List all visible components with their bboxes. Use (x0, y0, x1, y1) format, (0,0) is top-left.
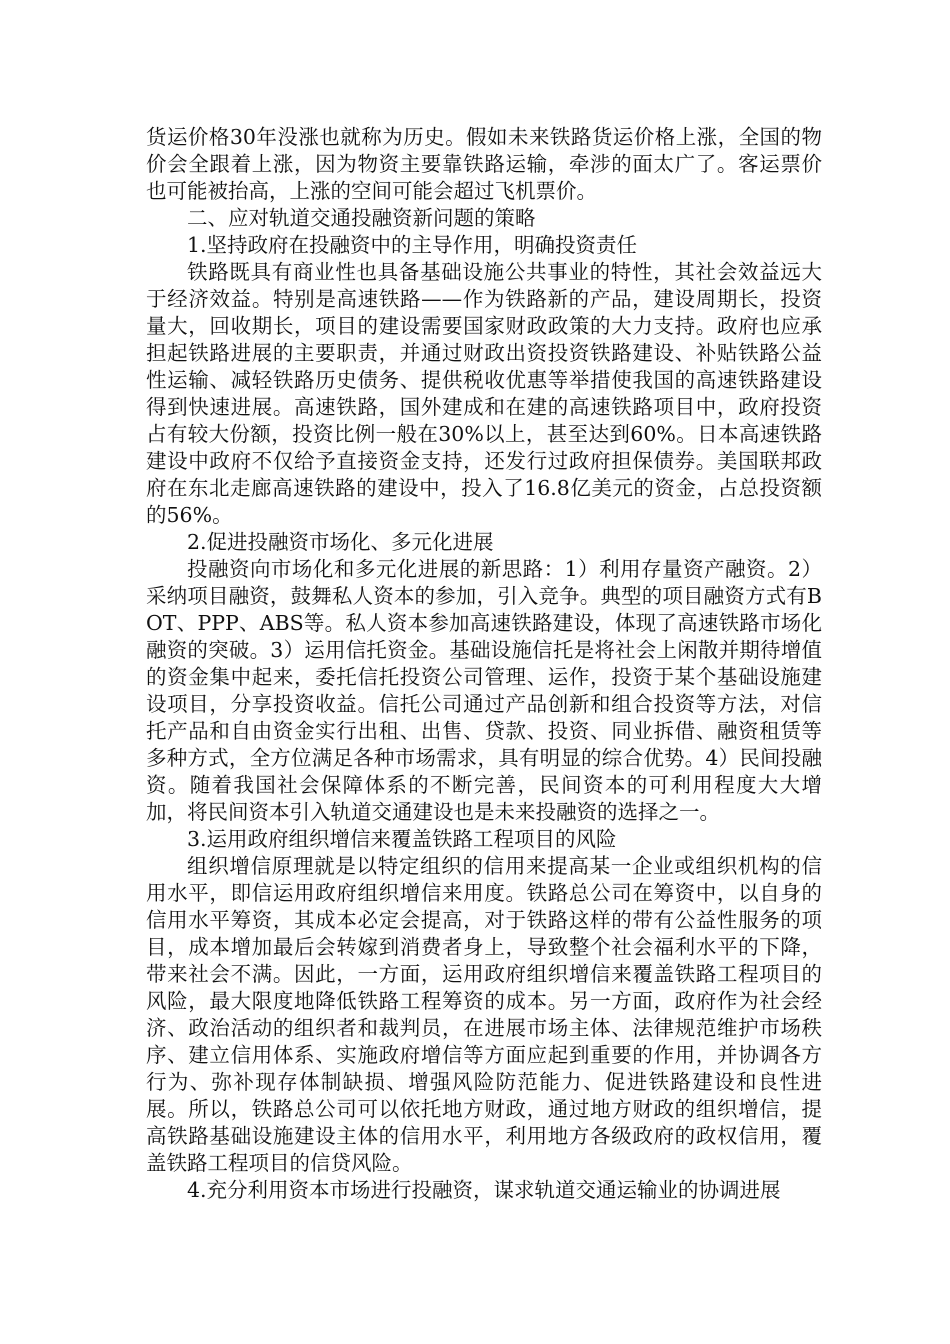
document-body (146, 124, 822, 1204)
subheading-credit-enhancement: 3.运用政府组织增信来覆盖铁路工程项目的风险 (187, 827, 617, 851)
section-heading-strategies: 二、应对轨道交通投融资新问题的策略 (187, 206, 536, 230)
subheading-market-diversification: 2.促进投融资市场化、多元化进展 (187, 530, 494, 554)
paragraph-market-diversification: 投融资向市场化和多元化进展的新思路：1）利用存量资产融资。2）采纳项目融资，鼓舞私人资本的参加，引入竞争。典型的项目融资方式有BOT、PPP、ABS等。私人资本参加高速铁路建设，体现了高速铁路市场化融资的突破。3）运用信托资金。基础设施信托是将社会上闲散并期待增值的资金集中起来，委托信托投资公司管理、运作，投资于某个基础设施建设项目，分享投资收益。信托公司通过产品创新和组合投资等方法，对信托产品和自由资金实行出租、出售、贷款、投资、同业拆借、融资租赁等多种方式，全方位满足各种市场需求，具有明显的综合优势。4）民间投融资。随着我国社会保障体系的不断完善，民间资本的可利用程度大大增加，将民间资本引入轨道交通建设也是未来投融资的选择之一。 (146, 557, 822, 824)
paragraph-government-leadership: 铁路既具有商业性也具备基础设施公共事业的特性，其社会效益远大于经济效益。特别是高速铁路——作为铁路新的产品，建设周期长，投资量大，回收期长，项目的建设需要国家财政政策的大力支持。政府也应承担起铁路进展的主要职责，并通过财政出资投资铁路建设、补贴铁路公益性运输、减轻铁路历史债务、提供税收优惠等举措使我国的高速铁路建设得到快速进展。高速铁路，国外建成和在建的高速铁路项目中，政府投资占有较大份额，投资比例一般在30%以上，甚至达到60%。日本高速铁路建设中政府不仅给予直接资金支持，还发行过政府担保债券。美国联邦政府在东北走廊高速铁路的建设中，投入了16.8亿美元的资金，占总投资额的56%。 (146, 260, 822, 527)
paragraph-freight-price-history: 货运价格30年没涨也就称为历史。假如未来铁路货运价格上涨，全国的物价会全跟着上涨，因为物资主要靠铁路运输，牵涉的面太广了。客运票价也可能被抬高，上涨的空间可能会超过飞机票价。 (146, 125, 822, 203)
subheading-government-leadership: 1.坚持政府在投融资中的主导作用，明确投资责任 (187, 233, 638, 257)
subheading-capital-market: 4.充分利用资本市场进行投融资，谋求轨道交通运输业的协调进展 (187, 1178, 781, 1202)
paragraph-credit-enhancement: 组织增信原理就是以特定组织的信用来提高某一企业或组织机构的信用水平，即信运用政府组织增信来用度。铁路总公司在筹资中，以自身的信用水平筹资，其成本必定会提高，对于铁路这样的带有公益性服务的项目，成本增加最后会转嫁到消费者身上，导致整个社会福利水平的下降，带来社会不满。因此，一方面，运用政府组织增信来覆盖铁路工程项目的风险，最大限度地降低铁路工程筹资的成本。另一方面，政府作为社会经济、政治活动的组织者和裁判员，在进展市场主体、法律规范维护市场秩序、建立信用体系、实施政府增信等方面应起到重要的作用，并协调各方行为、弥补现存体制缺损、增强风险防范能力、促进铁路建设和良性进展。所以，铁路总公司可以依托地方财政，通过地方财政的组织增信，提高铁路基础设施建设主体的信用水平，利用地方各级政府的政权信用，覆盖铁路工程项目的信贷风险。 (146, 854, 822, 1175)
